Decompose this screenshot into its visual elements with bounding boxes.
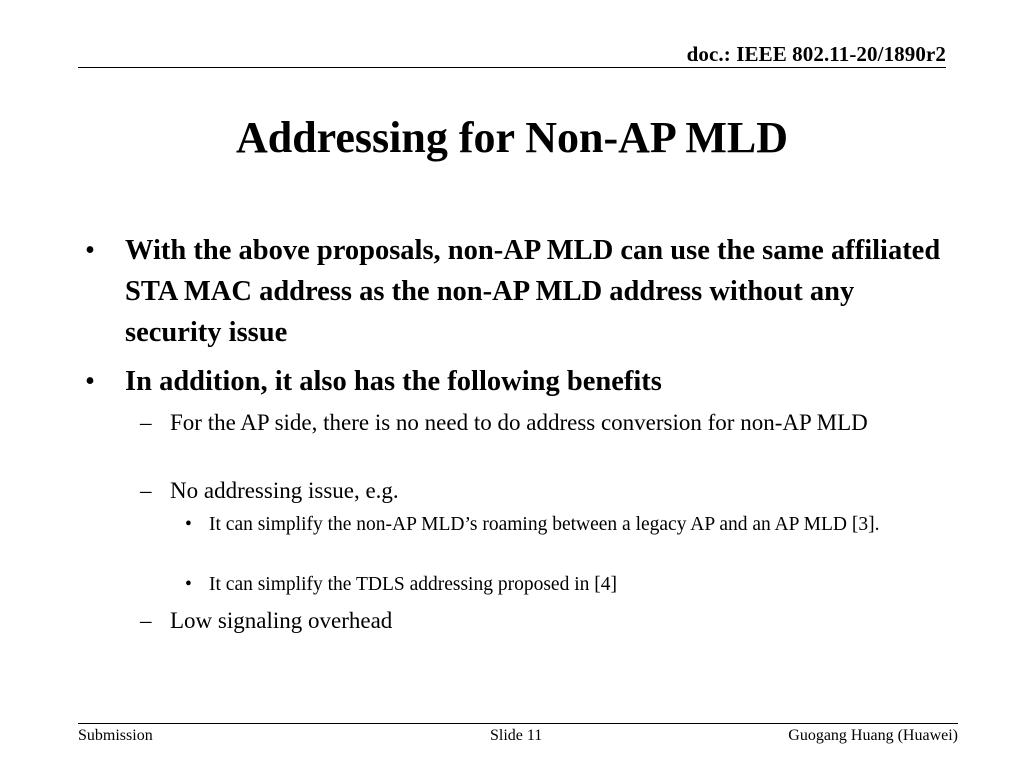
sub-bullet-text: No addressing issue, e.g. (170, 478, 399, 503)
sub-bullet-text: For the AP side, there is no need to do address conversion for non-AP MLD (170, 410, 868, 435)
bullet-marker: • (185, 514, 192, 535)
dash-marker: – (140, 478, 152, 503)
bullet-text: In addition, it also has the following benefits (125, 366, 662, 397)
sub-bullet-low-overhead (140, 605, 930, 636)
bullet-marker: • (185, 574, 192, 595)
footer-rule (78, 723, 958, 724)
doc-id: doc.: IEEE 802.11-20/1890r2 (686, 42, 946, 66)
header-rule (78, 67, 946, 68)
footer-author: Guogang Huang (Huawei) (788, 727, 958, 744)
bullet-text: With the above proposals, non-AP MLD can use the same affiliated STA MAC address as the non-AP MLD address without any security issue (125, 235, 941, 348)
footer-slide-number: Slide 11 (490, 727, 543, 744)
sub-bullet-no-addressing (140, 475, 930, 506)
dash-marker: – (140, 410, 152, 435)
bullet-marker: • (85, 235, 95, 266)
sub-sub-bullet-tdls (185, 571, 929, 599)
footer-submission: Submission (78, 727, 153, 744)
sub-sub-bullet-text: It can simplify the TDLS addressing proposed in [4] (209, 574, 617, 595)
sub-sub-bullet-roaming (185, 511, 929, 539)
sub-bullet-ap-side (140, 407, 930, 438)
sub-bullet-text: Low signaling overhead (170, 608, 393, 633)
slide-title: Addressing for Non-AP MLD (235, 113, 789, 162)
dash-marker: – (140, 608, 152, 633)
sub-sub-bullet-text: It can simplify the non-AP MLD’s roaming between a legacy AP and an AP MLD [3]. (209, 514, 880, 535)
bullet-benefits (85, 361, 945, 402)
bullet-marker: • (85, 366, 95, 397)
bullet-proposals (85, 230, 945, 353)
